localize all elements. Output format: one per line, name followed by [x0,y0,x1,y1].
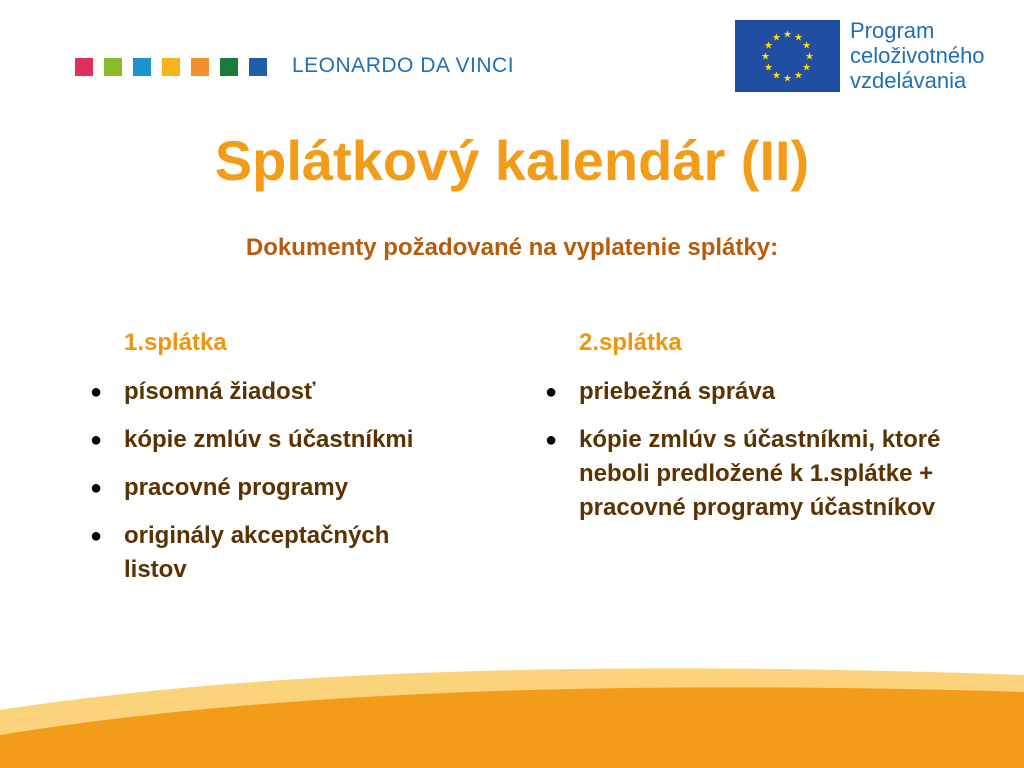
eu-star-icon: ★ [783,73,792,85]
eu-star-icon: ★ [802,40,812,52]
eu-star-icon: ★ [772,32,781,44]
logo-square [133,58,151,76]
list-item-text: písomná žiadosť [124,378,316,405]
list-item-text: pracovné programy [124,474,349,501]
eu-star-icon: ★ [783,29,792,41]
program-line-1: Program [850,18,935,43]
bullet-icon: ● [90,477,103,499]
program-line-2: celoživotného [850,43,985,68]
column-heading: 1.splátka [124,329,227,356]
eu-star-icon: ★ [761,51,770,63]
bullet-icon: ● [90,525,103,547]
logo-square [104,58,122,76]
list-item [545,423,985,525]
list-item-text: priebežná správa [579,378,776,405]
column-first-installment [90,325,510,601]
list-item [90,519,510,587]
brand-name: LEONARDO DA VINCI [292,54,515,77]
color-squares-logo [75,58,267,76]
eu-star-icon: ★ [794,32,803,44]
slide-title: Splátkový kalendár (II) [214,129,810,192]
bullet-icon: ● [545,381,558,403]
list-item [90,375,510,409]
program-line-3: vzdelávania [850,68,967,93]
column-second-installment [545,325,985,539]
logo-square [220,58,238,76]
column-heading: 2.splátka [579,329,682,356]
logo-square [249,58,267,76]
eu-star-icon: ★ [802,62,812,74]
logo-square [191,58,209,76]
eu-flag-icon [735,20,840,92]
eu-star-icon: ★ [772,70,781,82]
bullet-icon: ● [90,429,103,451]
slide-subtitle: Dokumenty požadované na vyplatenie splátky: [245,234,779,261]
eu-star-icon: ★ [763,40,773,52]
decorative-wave [0,640,1024,768]
program-name [850,18,985,93]
logo-square [75,58,93,76]
list-item-text: originály akceptačných listov [124,522,390,583]
logo-square [162,58,180,76]
list-item [545,375,985,409]
list-item [90,471,510,505]
bullet-icon: ● [545,429,558,451]
eu-star-icon: ★ [794,70,803,82]
eu-star-icon: ★ [805,51,814,63]
list-item-text: kópie zmlúv s účastníkmi, ktoré neboli predložené k 1.splátke + pracovné programy účastníkov [579,426,941,521]
list-item [90,423,510,457]
bullet-icon: ● [90,381,103,403]
list-item-text: kópie zmlúv s účastníkmi [124,426,414,453]
eu-star-icon: ★ [763,62,773,74]
